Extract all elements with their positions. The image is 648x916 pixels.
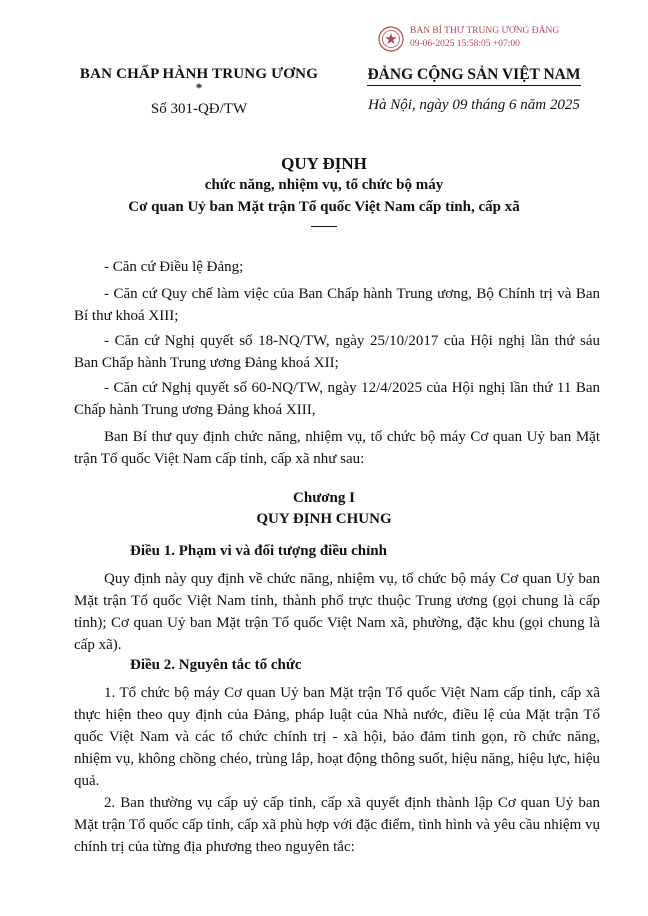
document-title-block (40, 154, 608, 227)
stamp-signer: BAN BÍ THƯ TRUNG ƯƠNG ĐẢNG (410, 26, 560, 36)
document-subtitle-1: chức năng, nhiệm vụ, tổ chức bộ máy (204, 177, 444, 193)
party-name: ĐẢNG CỘNG SẢN VIỆT NAM (367, 66, 580, 86)
issuing-body-block (64, 66, 334, 118)
issue-date: Hà Nội, ngày 09 tháng 6 năm 2025 (368, 97, 580, 113)
article-1-heading: Điều 1. Phạm vi và đối tượng điều chỉnh (130, 543, 387, 559)
issuing-body: BAN CHẤP HÀNH TRUNG ƯƠNG (79, 66, 319, 82)
chapter-number: Chương I (293, 490, 355, 506)
party-seal-icon (378, 26, 404, 52)
article-2-item-1: 1. Tổ chức bộ máy Cơ quan Uỷ ban Mặt trận Tổ quốc Việt Nam cấp tỉnh, cấp xã thực hiện theo quy định của Đảng, pháp luật của Nhà nước, điều lệ của Mặt trận Tổ quốc Việt Nam và các tổ chức chính trị - xã hội, bảo đảm tinh gọn, rõ chức năng, nhiệm vụ, không chồng chéo, trùng lắp, hoạt động thông suốt, hiệu năng, hiệu lực, hiệu quả. (74, 685, 600, 789)
intro-paragraph: Ban Bí thư quy định chức năng, nhiệm vụ, tổ chức bộ máy Cơ quan Uỷ ban Mặt trận Tổ quốc Việt Nam cấp tỉnh, cấp xã như sau: (74, 429, 600, 467)
preamble-item: - Căn cứ Nghị quyết số 60-NQ/TW, ngày 12/4/2025 của Hội nghị lần thứ 11 Ban Chấp hành Trung ương Đảng khoá XIII, (74, 380, 600, 418)
article-2-heading: Điều 2. Nguyên tắc tổ chức (130, 657, 302, 673)
chapter-title: QUY ĐỊNH CHUNG (256, 511, 392, 527)
document-subtitle-2: Cơ quan Uỷ ban Mặt trận Tổ quốc Việt Nam cấp tỉnh, cấp xã (128, 199, 520, 215)
article-1-body: Quy định này quy định về chức năng, nhiệm vụ, tổ chức bộ máy Cơ quan Uỷ ban Mặt trận Tổ quốc Việt Nam tỉnh, thành phố trực thuộc Trung ương (gọi chung là cấp tỉnh); Cơ quan Uỷ ban Mặt trận Tổ quốc Việt Nam xã, phường, đặc khu (gọi chung là cấp xã). (74, 571, 600, 653)
digital-signature-stamp (378, 24, 618, 54)
preamble-item: - Căn cứ Quy chế làm việc của Ban Chấp hành Trung ương, Bộ Chính trị và Ban Bí thư khoá XIII; (74, 286, 600, 324)
party-header-block (340, 66, 608, 114)
document-number: Số 301-QĐ/TW (150, 101, 248, 117)
preamble-item: - Căn cứ Điều lệ Đảng; (104, 259, 244, 275)
stamp-timestamp: 09-06-2025 15:58:05 +07:00 (410, 39, 520, 49)
title-divider (311, 226, 337, 227)
document-title: QUY ĐỊNH (281, 154, 367, 173)
header-star: * (195, 80, 203, 95)
preamble-item: - Căn cứ Nghị quyết số 18-NQ/TW, ngày 25/10/2017 của Hội nghị lần thứ sáu Ban Chấp hành Trung ương Đảng khoá XII; (74, 333, 600, 371)
article-2-item-2: 2. Ban thường vụ cấp uỷ cấp tỉnh, cấp xã quyết định thành lập Cơ quan Uỷ ban Mặt trận Tổ quốc cấp tỉnh, cấp xã phù hợp với đặc điểm, tình hình và yêu cầu nhiệm vụ chính trị của từng địa phương theo nguyên tắc: (74, 795, 600, 855)
